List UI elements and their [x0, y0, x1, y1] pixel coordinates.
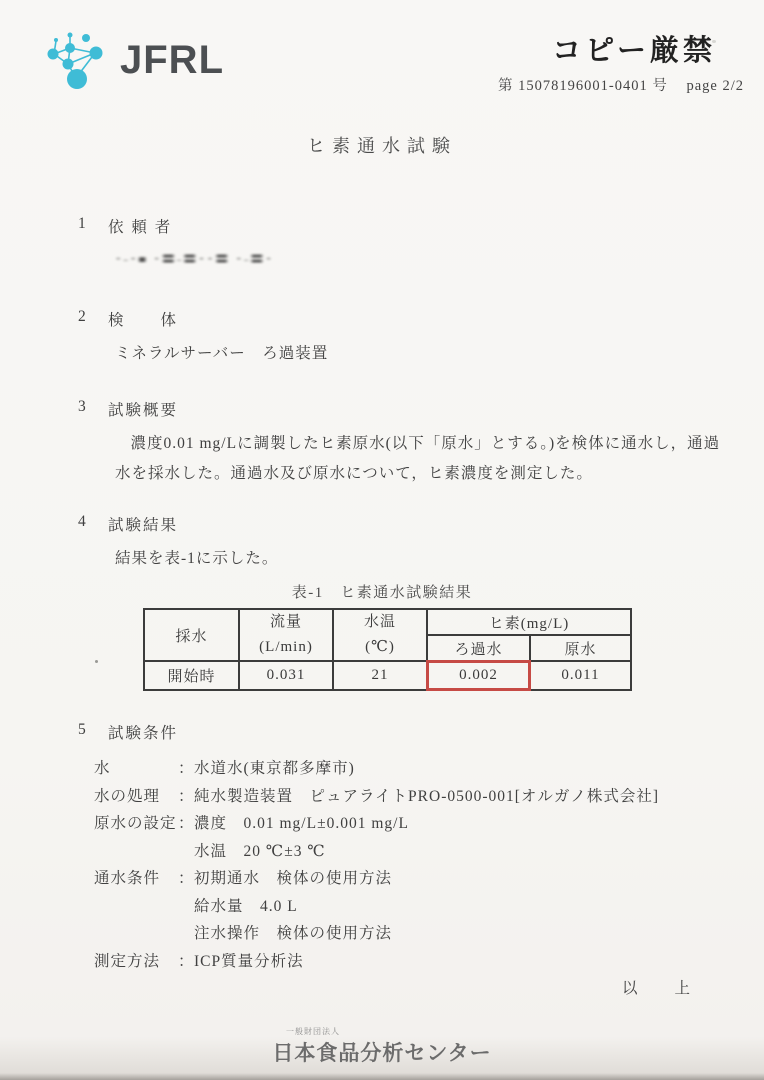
- condition-row-watertemp: 水温 20 ℃±3 ℃: [194, 842, 326, 860]
- section-heading: 依 頼 者: [108, 219, 173, 236]
- results-text: 結果を表-1に示した。: [115, 550, 279, 567]
- condition-row-pouring: 注水操作 検体の使用方法: [194, 925, 393, 942]
- section-number: 1: [78, 215, 86, 232]
- condition-row-flowcond: 通水条件 ： 初期通水 検体の使用方法: [94, 870, 393, 887]
- table-row: [144, 661, 631, 690]
- closing-mark: 以 上: [621, 980, 692, 997]
- jfrl-logo-text: JFRL: [120, 37, 224, 82]
- redacted-client-name: ･-･■ ･〓-〓･･〓 ･-〓･: [115, 253, 274, 265]
- scan-edge-shadow: [0, 1073, 764, 1080]
- footer-org-name: 日本食品分析センター: [272, 1042, 492, 1065]
- page-indicator: page 2/2: [686, 78, 744, 94]
- section-heading: 試験概要: [108, 402, 179, 419]
- condition-row-supply: 給水量 4.0 L: [194, 897, 298, 915]
- cell-filtered: 0.002: [427, 661, 530, 690]
- jfrl-logo: [40, 28, 224, 92]
- col-header-raw: 原水: [530, 635, 631, 661]
- scan-speck: [712, 40, 716, 43]
- condition-row-rawwater: 原水の設定 ： 濃度 0.01 mg/L±0.001 mg/L: [94, 815, 409, 832]
- no-copy-stamp: コピー厳禁: [552, 35, 716, 67]
- cell-sampling: 開始時: [144, 661, 239, 690]
- jfrl-molecule-icon: [40, 28, 118, 92]
- condition-row-method: 測定方法 ： ICP質量分析法: [94, 952, 304, 970]
- cell-raw: 0.011: [530, 661, 631, 690]
- section-heading: 試験条件: [108, 725, 179, 742]
- footer-wordmark: [0, 1026, 764, 1067]
- col-header-filtered: ろ過水: [427, 635, 530, 661]
- section-number: 3: [78, 398, 86, 415]
- col-header-flow: 流量 (L/min): [239, 609, 333, 661]
- section-number: 2: [78, 308, 86, 325]
- cell-temp: 21: [333, 661, 427, 690]
- specimen-name: ミネラルサーバー ろ過装置: [115, 345, 329, 362]
- cell-flow: 0.031: [239, 661, 333, 690]
- section-heading: 検 体: [108, 312, 179, 329]
- table-caption: 表-1 ヒ素通水試験結果: [291, 585, 473, 601]
- condition-row-water: 水 ： 水道水(東京都多摩市): [94, 760, 355, 777]
- page-title: ヒ素通水試験: [307, 136, 457, 156]
- section-results: [78, 513, 278, 568]
- section-specimen: [78, 308, 328, 363]
- col-group-arsenic: ヒ素(mg/L): [427, 609, 631, 635]
- section-summary: [78, 398, 721, 489]
- section-client: [78, 215, 274, 269]
- document-number: 第 15078196001-0401 号: [498, 78, 668, 94]
- col-header-temp: 水温 (℃): [333, 609, 427, 661]
- conditions-list: [94, 755, 718, 975]
- results-table: [143, 608, 632, 691]
- document-number-line: [498, 74, 744, 95]
- condition-row-treatment: 水の処理 ： 純水製造装置 ピュアライトPRO-0500-001[オルガノ株式会社]: [94, 787, 660, 805]
- scan-speck: [95, 660, 98, 663]
- section-heading: 試験結果: [108, 517, 179, 534]
- footer-org-type: 一般財団法人: [286, 1027, 340, 1036]
- section-conditions: [78, 721, 718, 975]
- section-number: 5: [78, 721, 86, 738]
- section-number: 4: [78, 513, 86, 530]
- col-header-sampling: 採水: [144, 609, 239, 661]
- header: [0, 22, 764, 112]
- summary-text: 濃度0.01 mg/Lに調製したヒ素原水(以下「原水」とする。)を検体に通水し，通過水を採水した。通過水及び原水について，ヒ素濃度を測定した。: [115, 435, 721, 482]
